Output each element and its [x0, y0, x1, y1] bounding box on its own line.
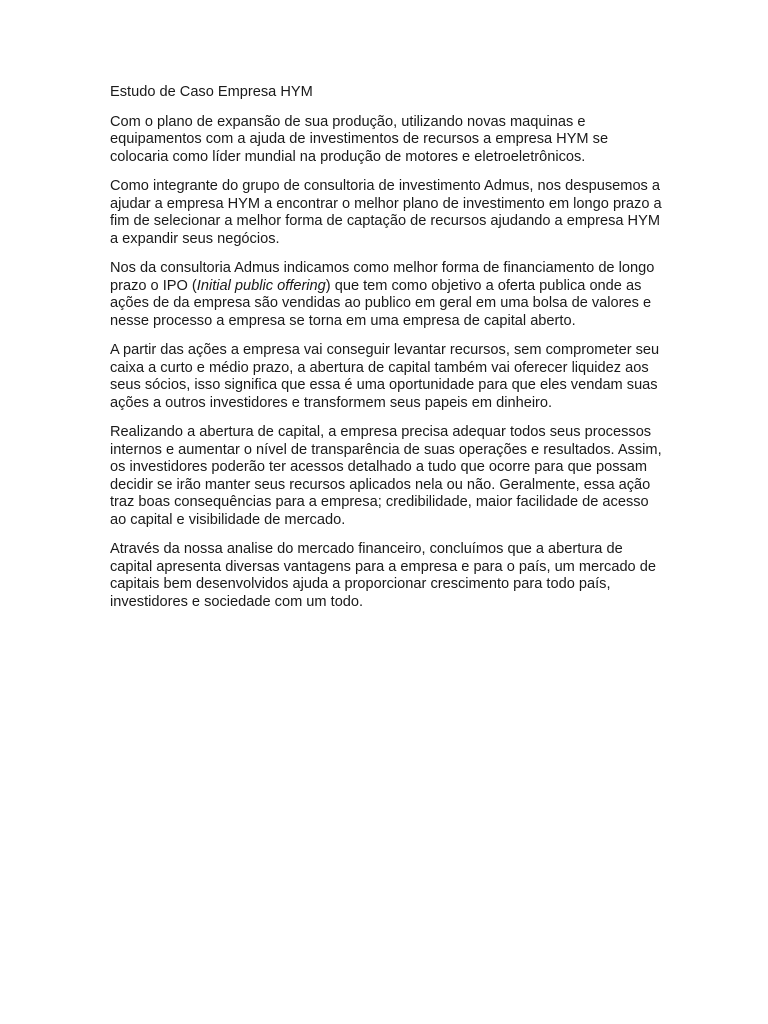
paragraph-ipo — [110, 260, 662, 330]
paragraph-expansion: Com o plano de expansão de sua produção, utilizando novas maquinas e equipamentos com a ajuda de investimentos de recursos a empresa HYM se colocaria como líder mundial na produção de motores e eletroeletrônicos. — [110, 113, 609, 165]
paragraph-consultoria: Como integrante do grupo de consultoria de investimento Admus, nos despusemos a ajudar a empresa HYM a encontrar o melhor plano de investimento em longo prazo a fim de selecionar a melhor forma de captação de recursos ajudando a empresa HYM a expandir seus negócios. — [110, 178, 662, 247]
paragraph-abertura: Realizando a abertura de capital, a empresa precisa adequar todos seus processos internos e aumentar o nível de transparência de suas operações e resultados. Assim, os investidores poderão ter acessos detalhado a tudo que ocorre para que possam decidir se irão manter seus recursos aplicados nela ou não. Geralmente, essa ação traz boas consequências para a empresa; credibilidade, maior facilidade de acesso ao capital e visibilidade de mercado. — [110, 424, 662, 528]
paragraph-conclusao: Através da nossa analise do mercado financeiro, concluímos que a abertura de capital apresenta diversas vantagens para a empresa e para o país, um mercado de capitais bem desenvolvidos ajuda a proporcionar crescimento para todo país, investidores e sociedade com um todo. — [110, 541, 656, 610]
document-page — [110, 84, 662, 623]
document-title: Estudo de Caso Empresa HYM — [110, 84, 313, 100]
paragraph-acoes: A partir das ações a empresa vai conseguir levantar recursos, sem comprometer seu caixa a curto e médio prazo, a abertura de capital também vai oferecer liquidez aos seus sócios, isso significa que essa é uma oportunidade para que eles vendam suas ações a outros investidores e transformem seus papeis em dinheiro. — [110, 342, 660, 411]
paragraph-ipo-italic: Initial public offering — [196, 277, 326, 294]
paragraph-ipo-before: Nos da consultoria Admus indicamos como melhor forma de financiamento de longo prazo o IPO ( — [110, 260, 655, 294]
paragraph-ipo-after: ) que tem como objetivo a oferta publica onde as ações de da empresa são vendidas ao publico em geral em uma bolsa de valores e nesse processo a empresa se torna em uma empresa de capital aberto. — [110, 277, 652, 329]
